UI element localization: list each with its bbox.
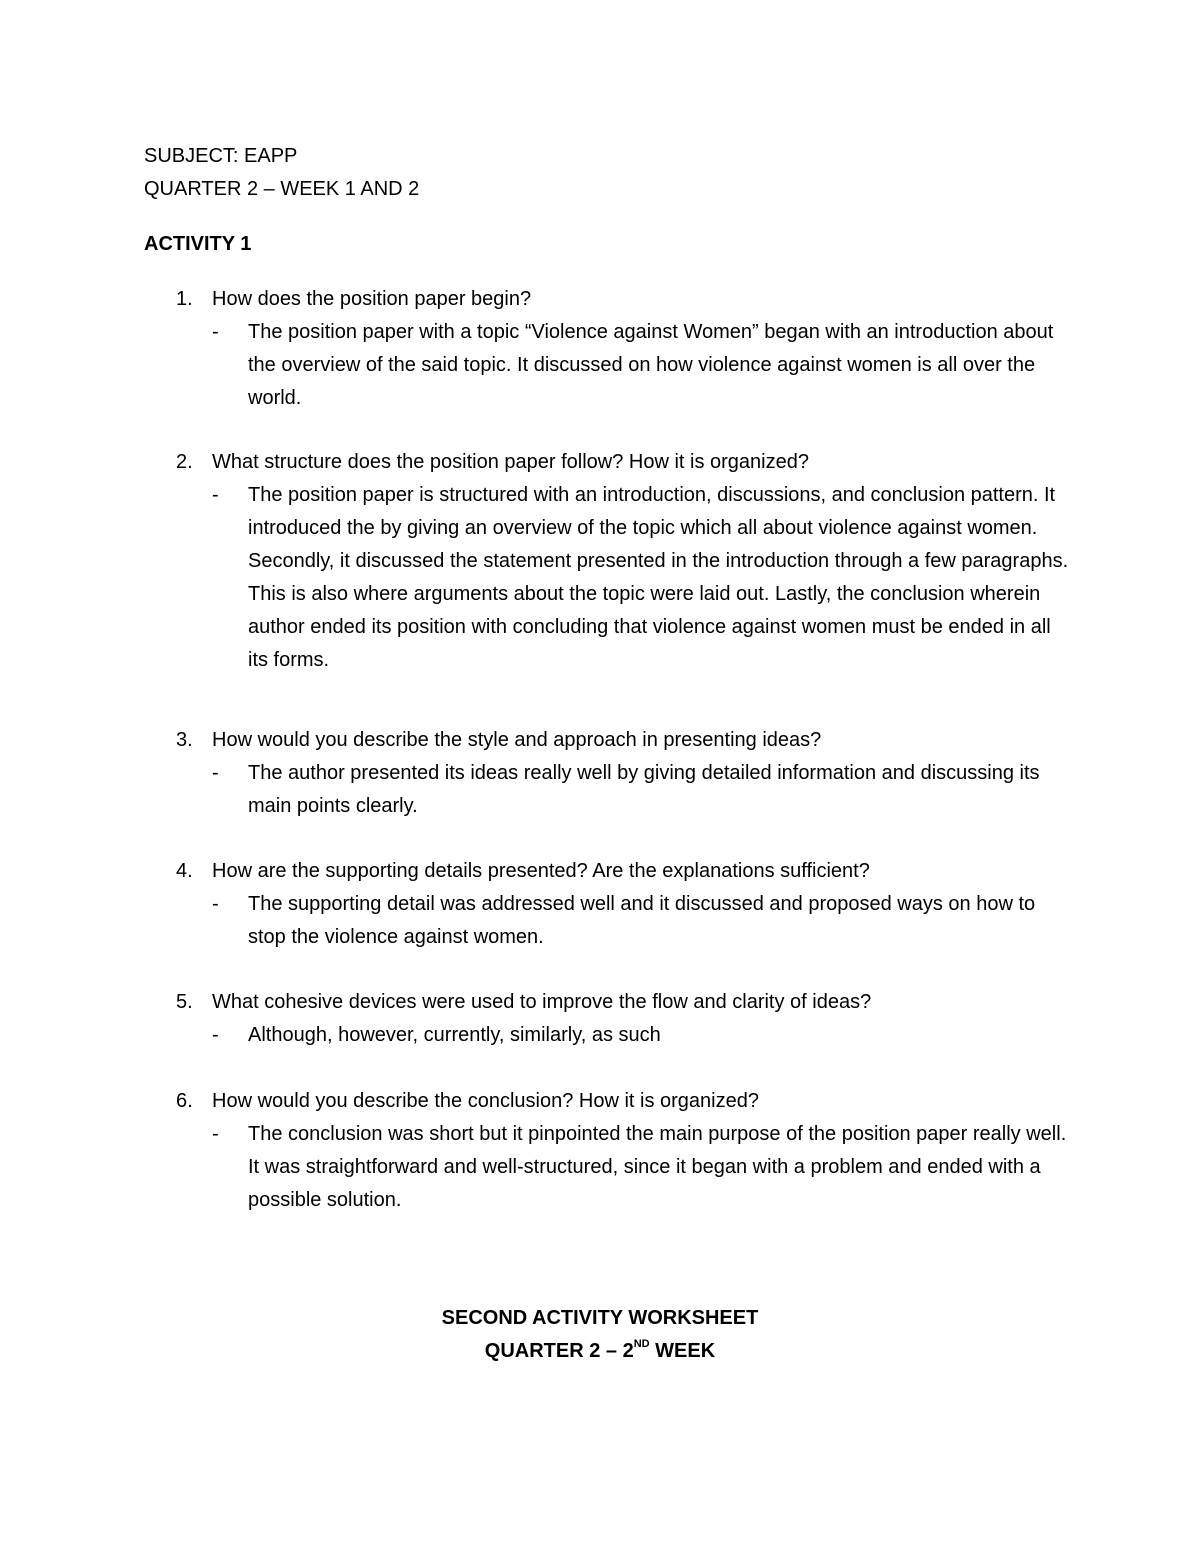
answer-text: Although, however, currently, similarly, as such — [248, 1024, 661, 1046]
question-item-6 — [144, 1085, 1074, 1217]
answer-dash: - — [212, 1123, 219, 1145]
answer-text: The position paper with a topic “Violence against Women” began with an introduction about the overview of the said topic. It discussed on how violence against women is all over the world. — [248, 321, 1054, 409]
quarter-prefix: QUARTER 2 – 2 — [484, 1340, 634, 1362]
quarter-suffix: WEEK — [649, 1340, 716, 1362]
subject-line: SUBJECT: EAPP — [144, 145, 298, 167]
question-number: 6. — [176, 1090, 193, 1112]
answer-dash: - — [212, 1024, 219, 1046]
ordinal-suffix: ND — [633, 1338, 650, 1351]
second-activity-header — [0, 1302, 1200, 1368]
second-activity-quarter — [0, 1335, 1200, 1368]
answer-text: The supporting detail was addressed well and it discussed and proposed ways on how to stop the violence against women. — [248, 893, 1036, 948]
question-item-5 — [144, 986, 1074, 1052]
activity-title: ACTIVITY 1 — [144, 233, 252, 255]
answer-dash: - — [212, 762, 219, 784]
question-item-2 — [144, 446, 1074, 677]
question-number: 1. — [176, 288, 193, 310]
question-item-3 — [144, 724, 1074, 823]
document-header — [144, 140, 419, 206]
second-activity-title: SECOND ACTIVITY WORKSHEET — [441, 1307, 759, 1329]
question-text: What structure does the position paper follow? How it is organized? — [212, 451, 809, 473]
answer-text: The position paper is structured with an introduction, discussions, and conclusion pattern. It introduced the by giving an overview of the topic which all about violence against women. Secondly, it discussed the statement presented in the introduction through a few paragraphs. This is also where arguments about the topic were laid out. Lastly, the conclusion wherein author ended its position with concluding that violence against women must be ended in all its forms. — [248, 484, 1069, 671]
question-text: What cohesive devices were used to improve the flow and clarity of ideas? — [212, 991, 872, 1013]
question-text: How are the supporting details presented? Are the explanations sufficient? — [212, 860, 870, 882]
question-item-1 — [144, 283, 1074, 415]
question-text: How does the position paper begin? — [212, 288, 532, 310]
answer-text: The author presented its ideas really well by giving detailed information and discussing its main points clearly. — [248, 762, 1040, 817]
quarter-line: QUARTER 2 – WEEK 1 AND 2 — [144, 178, 420, 200]
question-number: 2. — [176, 451, 193, 473]
answer-dash: - — [212, 321, 219, 343]
question-number: 5. — [176, 991, 193, 1013]
answer-dash: - — [212, 484, 219, 506]
question-number: 4. — [176, 860, 193, 882]
answer-text: The conclusion was short but it pinpointed the main purpose of the position paper really well. It was straightforward and well-structured, since it began with a problem and ended with a possible solution. — [248, 1123, 1067, 1211]
question-number: 3. — [176, 729, 193, 751]
question-text: How would you describe the style and approach in presenting ideas? — [212, 729, 822, 751]
question-text: How would you describe the conclusion? How it is organized? — [212, 1090, 759, 1112]
question-item-4 — [144, 855, 1074, 954]
answer-dash: - — [212, 893, 219, 915]
